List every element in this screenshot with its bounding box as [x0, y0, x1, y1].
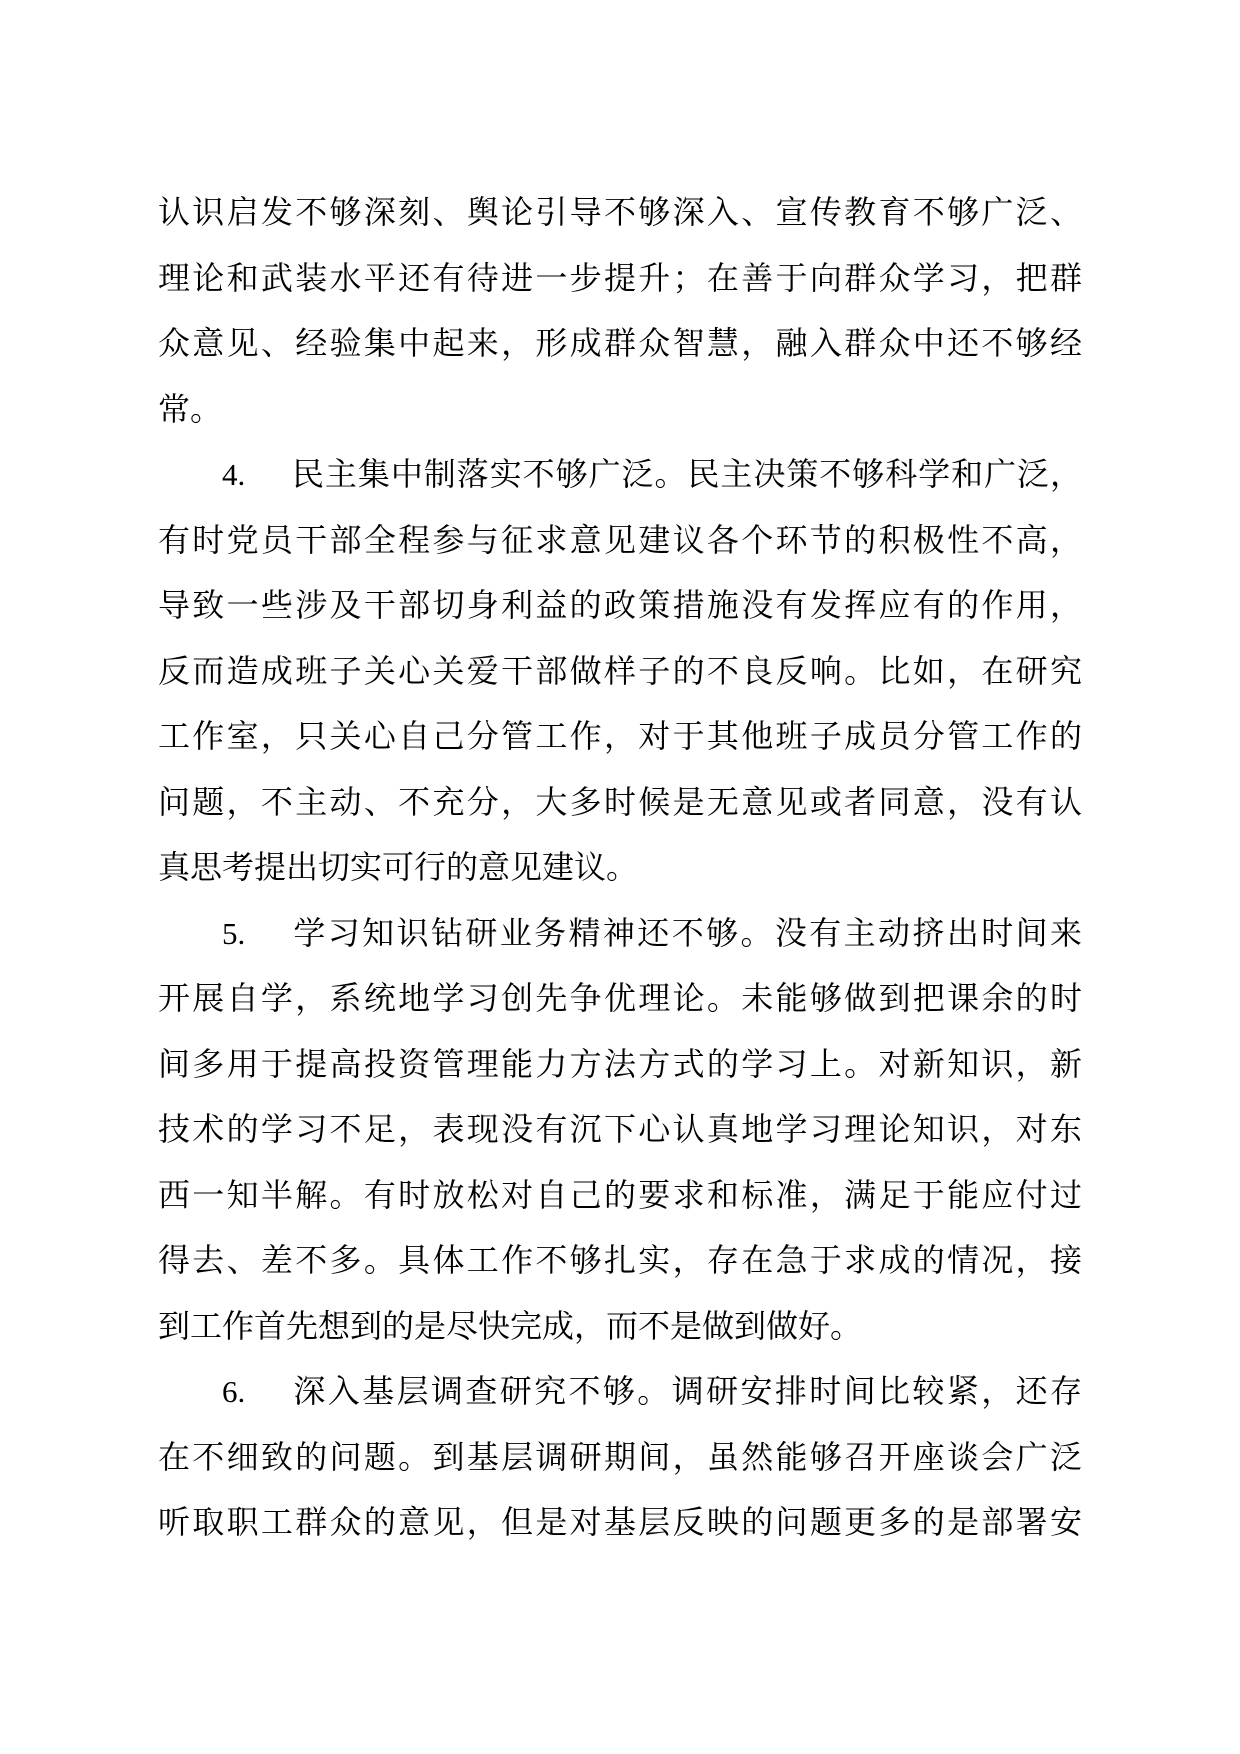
text-line: 众意见、经验集中起来，形成群众智慧，融入群众中还不够经	[158, 324, 1082, 362]
text-line: 间多用于提高投资管理能力方法方式的学习上。对新知识，新	[158, 1044, 1082, 1083]
paragraph-number: 6.	[222, 1374, 246, 1409]
document-body	[158, 180, 1082, 1556]
text-line: 问题，不主动、不充分，大多时候是无意见或者同意，没有认	[158, 782, 1082, 821]
text-line: 在不细致的问题。到基层调研期间，虽然能够召开座谈会广泛	[158, 1437, 1082, 1476]
text-line: 有时党员干部全程参与征求意见建议各个环节的积极性不高，	[158, 520, 1082, 559]
text-line-content: 民主集中制落实不够广泛。民主决策不够科学和广泛，	[291, 455, 1082, 493]
text-line-first	[158, 1359, 1082, 1425]
text-line: 听取职工群众的意见，但是对基层反映的问题更多的是部署安	[158, 1503, 1082, 1541]
text-line: 到工作首先想到的是尽快完成，而不是做到做好。	[158, 1306, 863, 1345]
paragraph-number: 5.	[222, 915, 246, 951]
text-line: 导致一些涉及干部切身利益的政策措施没有发挥应有的作用，	[158, 586, 1082, 624]
paragraph	[158, 901, 1082, 1360]
text-line-first	[158, 901, 1082, 967]
text-line: 西一知半解。有时放松对自己的要求和标准，满足于能应付过	[158, 1175, 1082, 1214]
text-line: 得去、差不多。具体工作不够扎实，存在急于求成的情况，接	[158, 1241, 1082, 1279]
text-line: 反而造成班子关心关爱干部做样子的不良反响。比如，在研究	[158, 651, 1082, 690]
paragraph-number: 4.	[222, 457, 246, 492]
paragraph	[158, 442, 1082, 901]
text-line: 工作室，只关心自己分管工作，对于其他班子成员分管工作的	[158, 717, 1082, 755]
paragraph	[158, 180, 1082, 442]
text-line: 常。	[158, 389, 223, 428]
text-line: 理论和武装水平还有待进一步提升；在善于向群众学习，把群	[158, 258, 1082, 297]
text-line-content: 学习知识钻研业务精神还不够。没有主动挤出时间来	[291, 913, 1082, 952]
text-line: 真思考提出切实可行的意见建议。	[158, 848, 639, 886]
text-line: 认识启发不够深刻、舆论引导不够深入、宣传教育不够广泛、	[158, 193, 1082, 231]
text-line-content: 深入基层调查研究不够。调研安排时间比较紧，还存	[291, 1372, 1082, 1410]
text-line-first	[158, 442, 1082, 508]
text-line: 开展自学，系统地学习创先争优理论。未能够做到把课余的时	[158, 979, 1082, 1017]
paragraph	[158, 1359, 1082, 1556]
text-line: 技术的学习不足，表现没有沉下心认真地学习理论知识，对东	[158, 1110, 1082, 1148]
